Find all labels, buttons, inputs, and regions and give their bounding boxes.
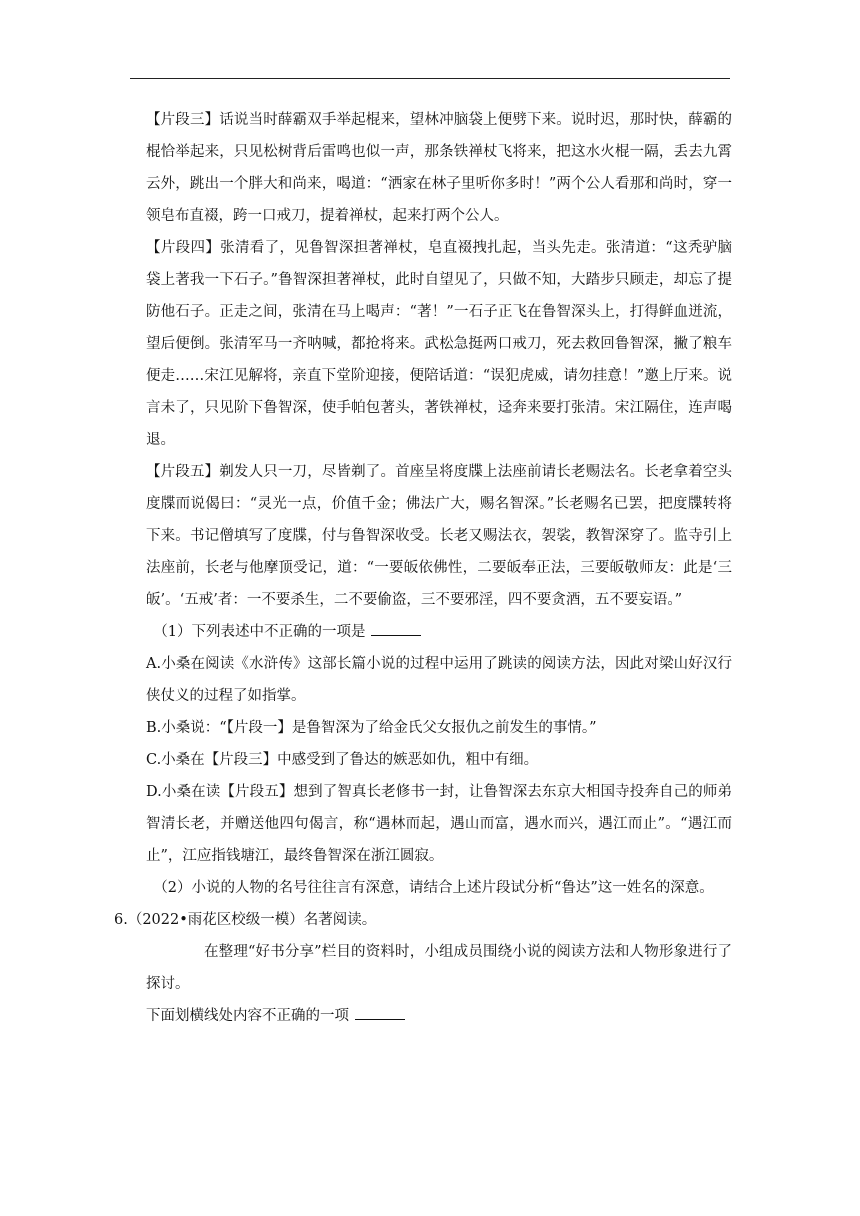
fragment-4-paragraph: 【片段四】张清看了，见鲁智深担著禅杖，皂直裰拽扎起，当头先走。张清道：“这秃驴脑袋上著我一下石子。”鲁智深担著禅杖，此时自望见了，只做不知，大踏步只顾走，却忘了提防他石子。正走之间，张清在马上喝声：“著！”一石子正飞在鲁智深头上，打得鲜血迸流，望后便倒。张清军马一齐呐喊，都抢将来。武松急挺两口戒刀，死去救回鲁智深，撇了粮车便走……宋江见解将，亲直下堂阶迎接，便陪话道：“误犯虎威，请勿挂意！”邀上厅来。说言未了，只见阶下鲁智深，使手帕包著头，著铁禅杖，迳奔来要打张清。宋江隔住，连声喝退。 [146,240,732,448]
answer-blank-2[interactable] [355,1001,405,1020]
question-6-prompt [146,1000,732,1032]
option-a: A.小桑在阅读《水浒传》这部长篇小说的过程中运用了跳读的阅读方法，因此对梁山好汉行侠仗义的过程了如指掌。 [146,656,732,704]
question-6-prompt-text: 下面划横线处内容不正确的一项 [146,1008,349,1024]
question-1-text: （1）下列表述中不正确的一项是 [153,624,366,640]
option-b: B.小桑说：“【片段一】是鲁智深为了给金氏父女报仇之前发生的事情。” [146,720,597,736]
fragment-3-paragraph: 【片段三】话说当时薛霸双手举起棍来，望林冲脑袋上便劈下来。说时迟，那时快，薛霸的棍恰举起来，只见松树背后雷鸣也似一声，那条铁禅杖飞将来，把这水火棍一隔，丢去九霄云外，跳出一个胖大和尚来，喝道：“洒家在林子里听你多时！”两个公人看那和尚时，穿一领皂布直裰，跨一口戒刀，提着禅杖，起来打两个公人。 [146,112,732,224]
question-1 [146,616,732,648]
fragment-5-paragraph: 【片段五】剃发人只一刀，尽皆剃了。首座呈将度牒上法座前请长老赐法名。长老拿着空头度牒而说偈曰：“灵光一点，价值千金；佛法广大，赐名智深。”长老赐名已罢，把度牒转将下来。书记僧填写了度牒，付与鲁智深收受。长老又赐法衣，袈裟，教智深穿了。监寺引上法座前，长老与他摩顶受记，道：“一要皈依佛性，二要皈奉正法，三要皈敬师友：此是‘三皈’。‘五戒’者：一不要杀生，二不要偷盗，三不要邪淫，四不要贪酒，五不要妄语。” [146,464,732,608]
option-d: D.小桑在读【片段五】想到了智真长老修书一封，让鲁智深去东京大相国寺投奔自己的师弟智清长老，并赠送他四句偈言，称“遇林而起，遇山而富，遇水而兴，遇江而止”。“遇江而止”，江应指钱塘江，最终鲁智深在浙江圆寂。 [146,784,732,864]
document-body [114,104,732,1032]
option-c: C.小桑在【片段三】中感受到了鲁达的嫉恶如仇，粗中有细。 [146,752,539,768]
answer-blank[interactable] [371,617,421,636]
question-2: （2）小说的人物的名号往往言有深意，请结合上述片段试分析“鲁达”这一姓名的深意。 [153,880,714,896]
header-rule [130,78,730,79]
question-6-intro: 在整理“好书分享”栏目的资料时，小组成员围绕小说的阅读方法和人物形象进行了探讨。 [146,944,732,992]
question-6-title: 6.（2022•雨花区校级一模）名著阅读。 [114,912,377,928]
